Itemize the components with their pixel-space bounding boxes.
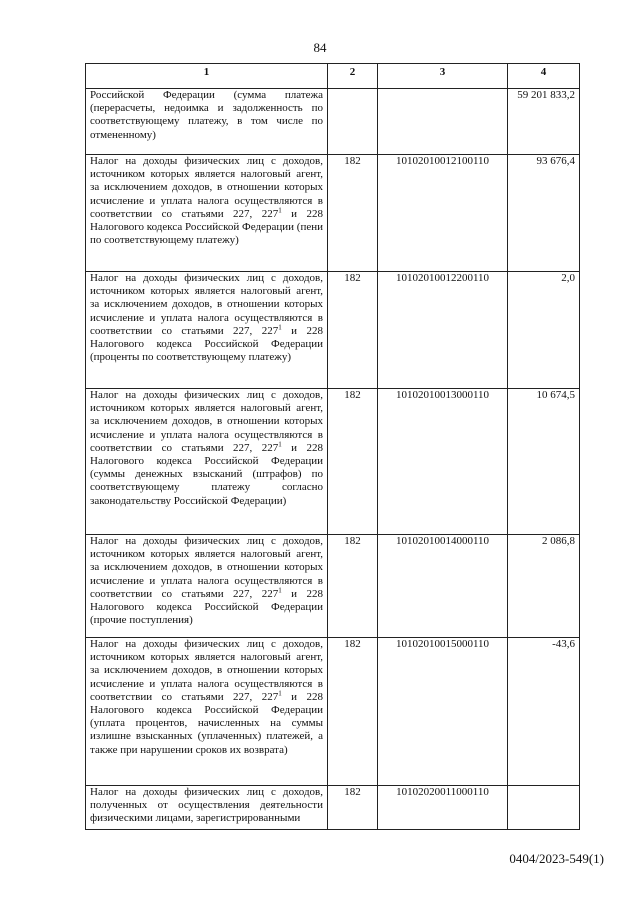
row-budget-code: 10102010014000110 <box>378 535 508 638</box>
table-row <box>86 272 580 389</box>
row-budget-code: 10102010013000110 <box>378 389 508 535</box>
row-admin-code: 182 <box>328 155 378 272</box>
row-amount: 2 086,8 <box>508 535 580 638</box>
row-amount: -43,6 <box>508 638 580 786</box>
column-header-3: 3 <box>378 64 508 89</box>
table-header-row <box>86 64 580 89</box>
row-name: Российской Федерации (сумма платежа (перерасчеты, недоимка и задолженность по соответствующему платежу, в том числе по отмененному) <box>86 89 328 155</box>
row-name: Налог на доходы физических лиц с доходов, источником которых является налоговый агент, за исключением доходов, в отношении которых исчисление и уплата налога осуществляются в соответствии со статьями 227, $227^1$ и 228 Налогового кодекса Российской Федерации (пени по соответствующему платежу) <box>86 155 328 272</box>
row-amount: 10 674,5 <box>508 389 580 535</box>
row-budget-code: 10102010015000110 <box>378 638 508 786</box>
row-admin-code: 182 <box>328 272 378 389</box>
row-admin-code: 182 <box>328 638 378 786</box>
row-name: Налог на доходы физических лиц с доходов, полученных от осуществления деятельности физическими лицами, зарегистрированными <box>86 786 328 830</box>
row-amount: 59 201 833,2 <box>508 89 580 155</box>
row-budget-code <box>378 89 508 155</box>
revenue-table <box>85 63 580 830</box>
row-amount: 2,0 <box>508 272 580 389</box>
row-budget-code: 10102010012100110 <box>378 155 508 272</box>
row-amount <box>508 786 580 830</box>
column-header-4: 4 <box>508 64 580 89</box>
table-row <box>86 786 580 830</box>
table-row <box>86 89 580 155</box>
column-header-1: 1 <box>86 64 328 89</box>
column-header-2: 2 <box>328 64 378 89</box>
document-code: 0404/2023-549(1) <box>509 851 604 866</box>
table-row <box>86 155 580 272</box>
row-budget-code: 10102020011000110 <box>378 786 508 830</box>
table-row <box>86 638 580 786</box>
row-amount: 93 676,4 <box>508 155 580 272</box>
page-number: 84 <box>313 40 327 55</box>
row-name: Налог на доходы физических лиц с доходов, источником которых является налоговый агент, за исключением доходов, в отношении которых исчисление и уплата налога осуществляются в соответствии со статьями 227, $227^1$ и 228 Налогового кодекса Российской Федерации (проценты по соответствующему платежу) <box>86 272 328 389</box>
row-admin-code: 182 <box>328 786 378 830</box>
row-admin-code <box>328 89 378 155</box>
table-row <box>86 535 580 638</box>
table-row <box>86 389 580 535</box>
row-name: Налог на доходы физических лиц с доходов, источником которых является налоговый агент, за исключением доходов, в отношении которых исчисление и уплата налога осуществляются в соответствии со статьями 227, $227^1$ и 228 Налогового кодекса Российской Федерации (суммы денежных взысканий (штрафов) по соответствующему платежу согласно законодательству Российской Федерации) <box>86 389 328 535</box>
row-admin-code: 182 <box>328 535 378 638</box>
row-budget-code: 10102010012200110 <box>378 272 508 389</box>
row-admin-code: 182 <box>328 389 378 535</box>
row-name: Налог на доходы физических лиц с доходов, источником которых является налоговый агент, за исключением доходов, в отношении которых исчисление и уплата налога осуществляются в соответствии со статьями 227, $227^1$ и 228 Налогового кодекса Российской Федерации (уплата процентов, начисленных на суммы излишне взысканных (уплаченных) платежей, а также при нарушении сроков их возврата) <box>86 638 328 786</box>
row-name: Налог на доходы физических лиц с доходов, источником которых является налоговый агент, за исключением доходов, в отношении которых исчисление и уплата налога осуществляются в соответствии со статьями 227, $227^1$ и 228 Налогового кодекса Российской Федерации (прочие поступления) <box>86 535 328 638</box>
